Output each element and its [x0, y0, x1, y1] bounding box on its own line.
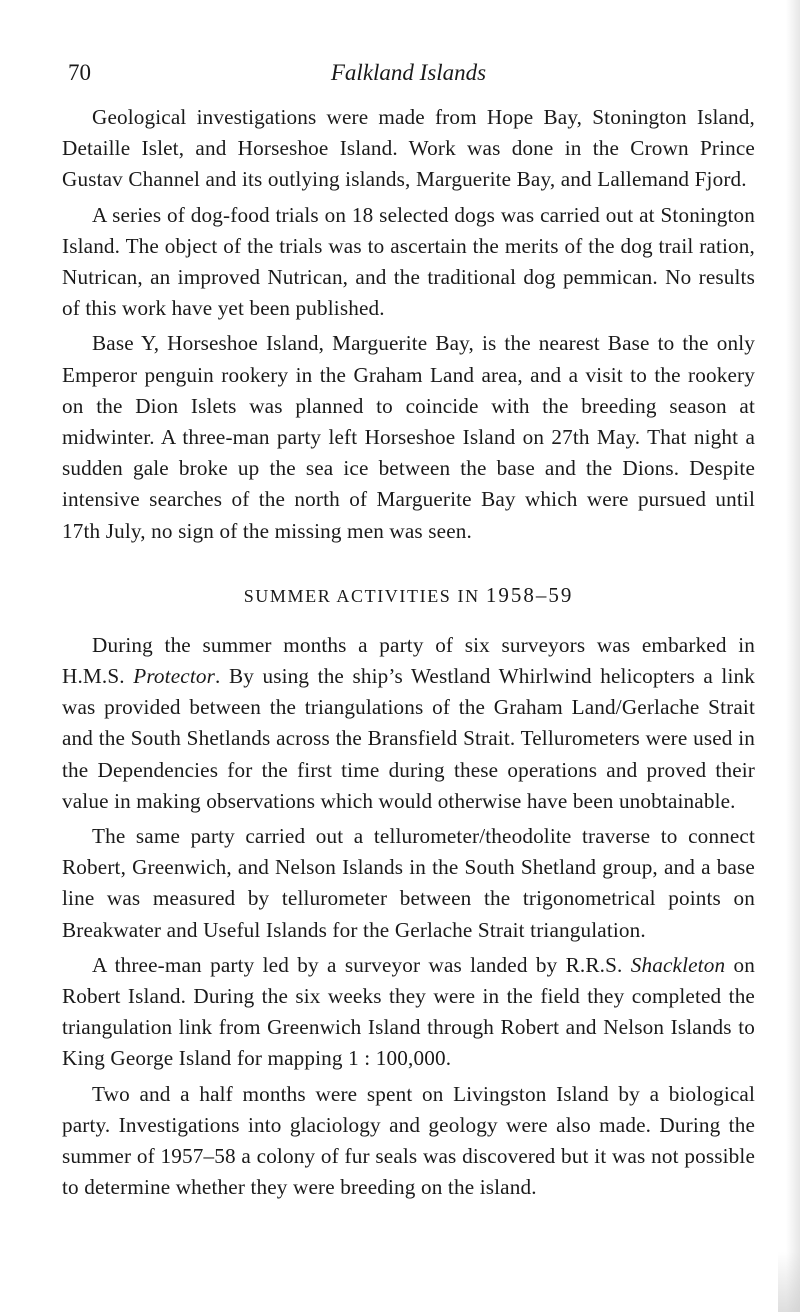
- paragraph-emperor-penguin-rookery: Base Y, Horseshoe Island, Marguerite Bay, is the nearest Base to the only Emperor penguin rookery in the Graham Land area, and a visit to the rookery on the Dion Islets was planned to coincide with the breeding season at midwinter. A three-man party left Horseshoe Island on 27th May. That night a sudden gale broke up the sea ice between the base and the Dions. Despite intensive searches of the north of Marguerite Bay which were pursued until 17th July, no sign of the missing men was seen.: [62, 331, 755, 543]
- running-title: Falkland Islands: [330, 60, 487, 85]
- paragraph-surveyors-text-end: . By using the ship’s Westland Whirlwind helicopters a link was provided between the triangulations of the Graham Land/Gerlache Strait and the South Shetlands across the Bransfield Strait. Tellurometers were used in the Dependencies for the first time during these operations and proved their value in making observations which would otherwise have been unobtainable.: [62, 664, 755, 813]
- paragraph-geological-investigations: Geological investigations were made from Hope Bay, Stonington Island, Detaille Islet, and Horseshoe Island. Work was done in the Crown Prince Gustav Channel and its outlying islands, Marguerite Bay, and Lallemand Fjord.: [62, 105, 755, 192]
- page-number: 70: [68, 60, 91, 85]
- section-heading: [62, 583, 755, 608]
- paragraph-surveyors-text-start: During the summer months a party of six surveyors was embarked in H.M.S.: [62, 632, 755, 689]
- section-heading-text: SUMMER ACTIVITIES IN: [243, 585, 480, 606]
- ship-name-shackleton: Shackleton: [630, 952, 726, 977]
- paragraph-robert-text-end: on Robert Island. During the six weeks they were in the field they completed the triangulation link from Greenwich Island through Robert and Nelson Islands to King George Island for mapping 1 : 100,000.: [62, 952, 755, 1071]
- section-heading-years: 1958–59: [485, 582, 574, 607]
- page-edge-shadow: [786, 0, 800, 1312]
- ship-name-protector: Protector: [133, 664, 215, 689]
- paragraph-surveyors-protector: [62, 630, 755, 817]
- paragraph-tellurometer-traverse: The same party carried out a tellurometer/theodolite traverse to connect Robert, Greenwich, and Nelson Islands in the South Shetland group, and a base line was measured by tellurometer between the trigonometrical points on Breakwater and Useful Islands for the Gerlache Strait triangulation.: [62, 824, 755, 942]
- book-page: [62, 52, 755, 1208]
- page-corner-shading: [778, 1252, 800, 1312]
- running-head: [62, 52, 755, 92]
- paragraph-livingston-island: Two and a half months were spent on Livingston Island by a biological party. Investigations into glaciology and geology were also made. During the summer of 1957–58 a colony of fur seals was discovered but it was not possible to determine whether they were breeding on the island.: [62, 1081, 755, 1200]
- paragraph-robert-text-start: A three-man party led by a surveyor was landed by R.R.S.: [92, 952, 631, 977]
- body-text: [62, 102, 755, 1204]
- paragraph-robert-island-party: [62, 950, 755, 1075]
- paragraph-dog-food-trials: A series of dog-food trials on 18 selected dogs was carried out at Stonington Island. The object of the trials was to ascertain the merits of the dog trail ration, Nutrican, an improved Nutrican, and the traditional dog pemmican. No results of this work have yet been published.: [62, 202, 755, 321]
